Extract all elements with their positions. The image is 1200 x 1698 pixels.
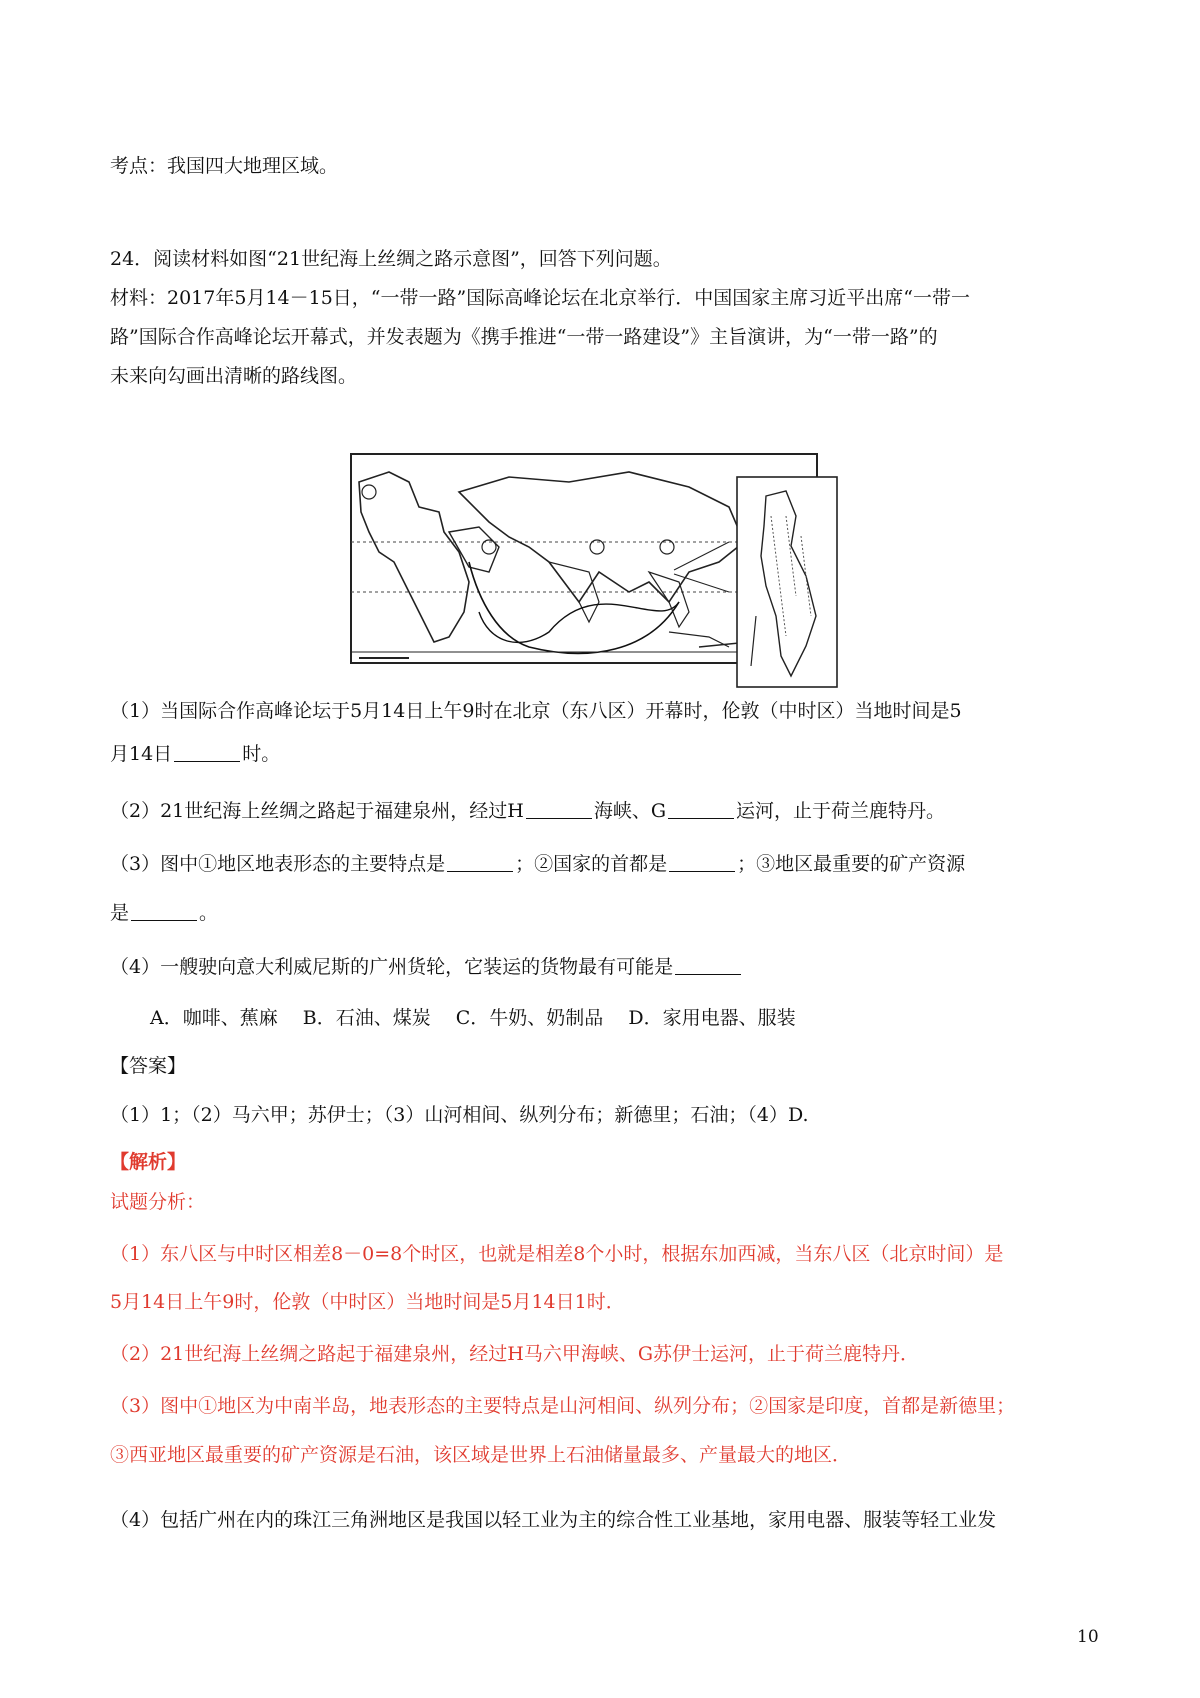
q3-line-b: [110, 899, 218, 927]
analysis-p2: （2）21世纪海上丝绸之路起于福建泉州，经过H马六甲海峡、G苏伊士运河，止于荷兰鹿特丹．: [110, 1343, 920, 1365]
answer-blank[interactable]: [131, 902, 197, 921]
q3b-pre: 是: [110, 902, 130, 924]
q2-mid1: 海峡、G: [593, 800, 667, 822]
answer-blank[interactable]: [675, 956, 741, 975]
q4-options: A．咖啡、蕉麻 B．石油、煤炭 C．牛奶、奶制品 D．家用电器、服装: [150, 1007, 796, 1029]
answer-text: （1）1；（2）马六甲；苏伊士；（3）山河相间、纵列分布；新德里；石油；（4）D.: [110, 1104, 809, 1126]
q3-mid2: ；③地区最重要的矿产资源: [737, 853, 966, 875]
q1b-pre: 月14日: [110, 743, 173, 765]
analysis-p3-line-a: （3）图中①地区为中南半岛，地表形态的主要特点是山河相间、纵列分布；②国家是印度，首都是新德里；: [110, 1395, 1016, 1417]
q4-line: [110, 953, 743, 981]
analysis-p3-line-b: ③西亚地区最重要的矿产资源是石油，该区域是世界上石油储量最多、产量最大的地区．: [110, 1444, 852, 1466]
q1-line-a: （1）当国际合作高峰论坛于5月14日上午9时在北京（东八区）开幕时，伦敦（中时区）当地时间是5: [110, 700, 962, 722]
analysis-heading: 【解析】: [110, 1151, 187, 1173]
q3b-post: 。: [199, 902, 219, 924]
q4-text: （4）一艘驶向意大利威尼斯的广州货轮，它装运的货物最有可能是: [110, 956, 674, 978]
answer-blank[interactable]: [174, 743, 240, 762]
question-title: 24．阅读材料如图“21世纪海上丝绸之路示意图”，回答下列问题。: [110, 248, 672, 270]
q1b-post: 时。: [242, 743, 281, 765]
material-line-1: 材料：2017年5月14－15日，“一带一路”国际高峰论坛在北京举行．中国国家主席习近平出席“一带一: [110, 287, 970, 309]
q2-pre: （2）21世纪海上丝绸之路起于福建泉州，经过H: [110, 800, 524, 822]
material-line-3: 未来向勾画出清晰的路线图。: [110, 365, 358, 387]
answer-blank[interactable]: [447, 853, 513, 872]
q3-line-a: [110, 850, 965, 878]
answer-blank[interactable]: [526, 800, 592, 819]
analysis-p1-line-b: 5月14日上午9时，伦敦（中时区）当地时间是5月14日1时．: [110, 1291, 625, 1313]
material-line-2: 路”国际合作高峰论坛开幕式，并发表题为《携手推进“一带一路建设”》主旨演讲，为“一带一路”的: [110, 326, 938, 348]
q1-line-b: [110, 740, 280, 768]
page-number: 10: [1077, 1627, 1099, 1647]
q2-mid2: 运河，止于荷兰鹿特丹。: [736, 800, 946, 822]
analysis-p1-line-a: （1）东八区与中时区相差8－0=8个时区，也就是相差8个小时，根据东加西减，当东八区（北京时间）是: [110, 1243, 1004, 1265]
answer-heading: 【答案】: [110, 1055, 187, 1077]
analysis-subheading: 试题分析：: [110, 1191, 206, 1213]
kaodian-line: 考点：我国四大地理区域。: [110, 155, 339, 177]
answer-blank[interactable]: [669, 853, 735, 872]
analysis-p4: （4）包括广州在内的珠江三角洲地区是我国以轻工业为主的综合性工业基地，家用电器、服装等轻工业发: [110, 1509, 997, 1531]
answer-blank[interactable]: [668, 800, 734, 819]
indochina-inset-map: [736, 476, 838, 688]
q3-mid1: ；②国家的首都是: [515, 853, 668, 875]
q2-line: [110, 797, 945, 825]
q3-pre: （3）图中①地区地表形态的主要特点是: [110, 853, 446, 875]
